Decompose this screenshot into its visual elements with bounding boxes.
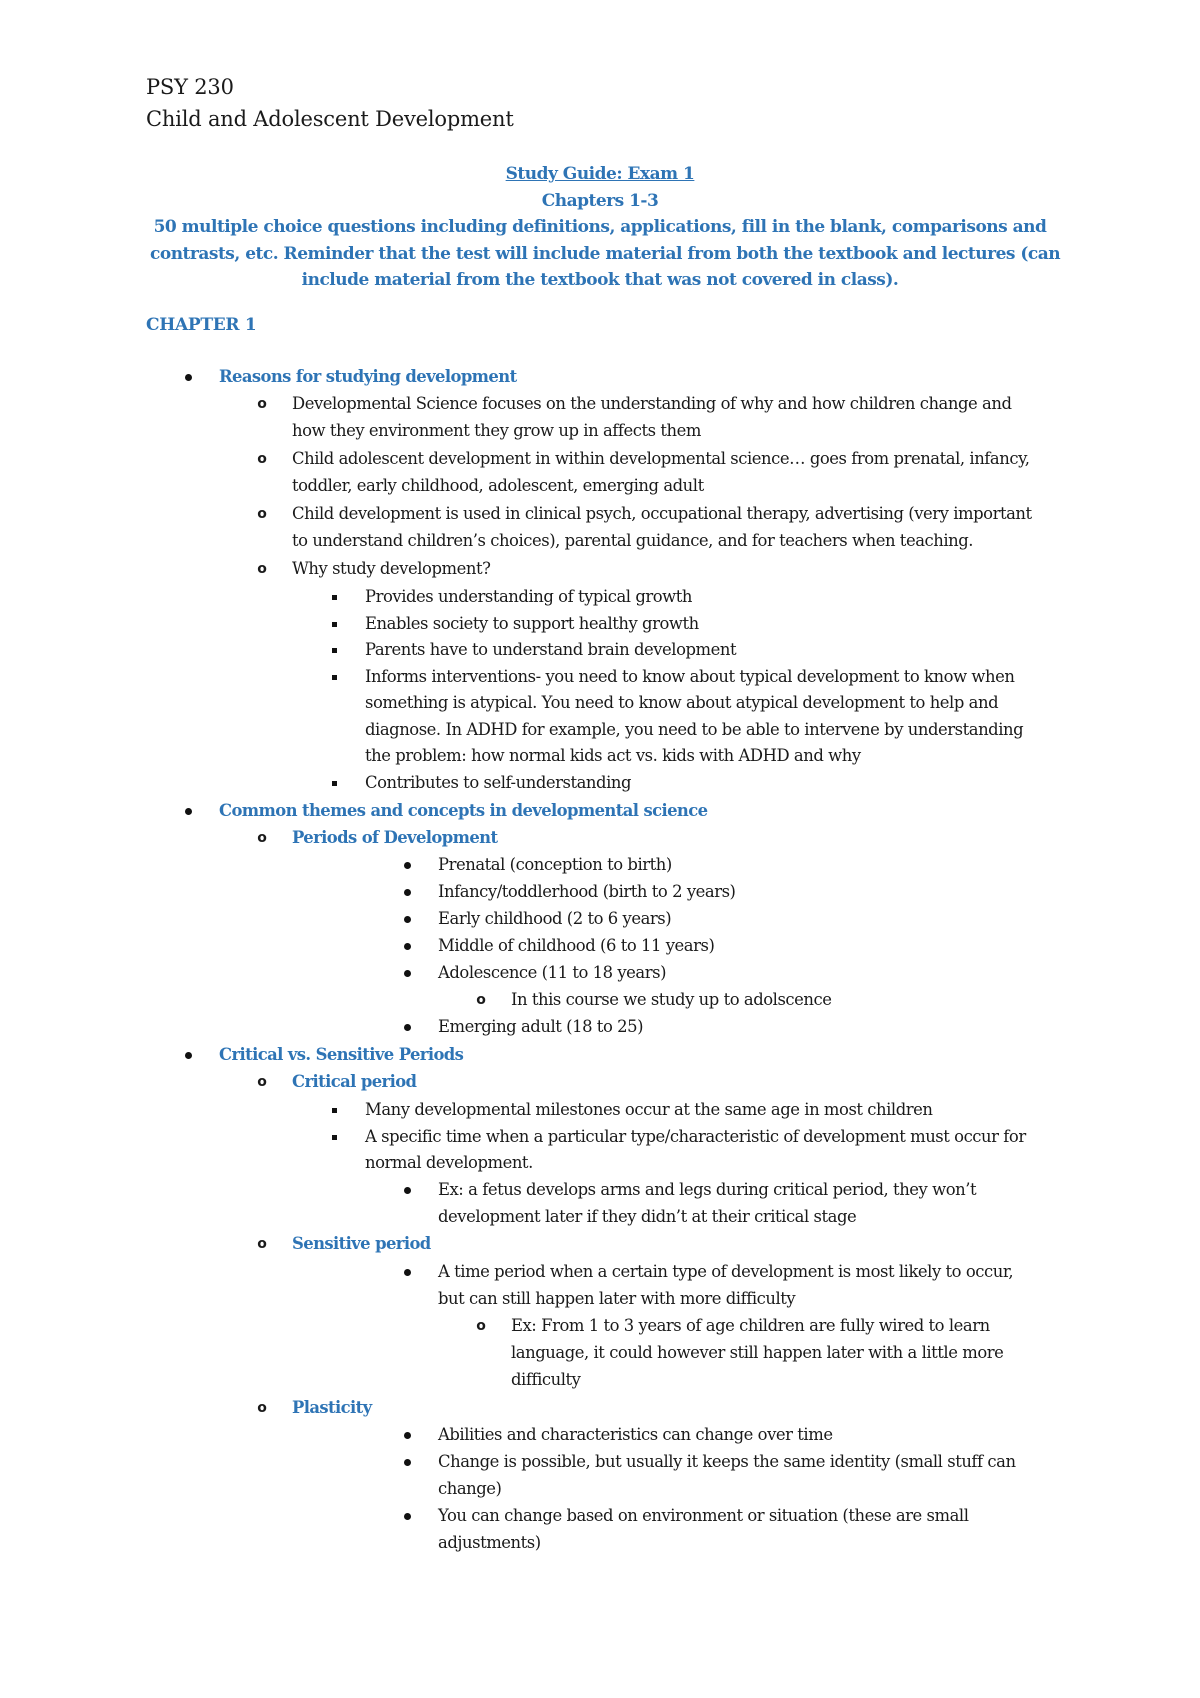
outline-item-continued: change) <box>438 1479 502 1498</box>
outline-item: Developmental Science focuses on the understanding of why and how children change and <box>292 394 1012 413</box>
outline-item-continued: language, it could however still happen later with a little more <box>511 1343 1004 1362</box>
outline-item: Many developmental milestones occur at the same age in most children <box>365 1100 933 1119</box>
guide-description-line: include material from the textbook that was not covered in class). <box>301 270 899 291</box>
course-title: Child and Adolescent Development <box>146 107 514 131</box>
outline-subheading: Plasticity <box>292 1398 372 1417</box>
outline-item-continued: but can still happen later with more difficulty <box>438 1289 796 1308</box>
outline-item: Change is possible, but usually it keeps the same identity (small stuff can <box>438 1452 1016 1471</box>
outline-item-continued: development later if they didn’t at their critical stage <box>438 1207 857 1226</box>
guide-title: Study Guide: Exam 1 <box>505 164 695 184</box>
outline-item-continued: to understand children’s choices), parental guidance, and for teachers when teaching. <box>292 531 974 550</box>
outline-item: Parents have to understand brain development <box>365 640 737 659</box>
bullet-circle-icon: o <box>257 1236 267 1252</box>
outline-item-continued: something is atypical. You need to know about atypical development to help and <box>365 693 999 712</box>
outline-heading: Reasons for studying development <box>219 367 517 386</box>
outline-item: Ex: a fetus develops arms and legs during critical period, they won’t <box>438 1180 977 1199</box>
outline-item: Infancy/toddlerhood (birth to 2 years) <box>438 882 736 901</box>
outline-item-continued: diagnose. In ADHD for example, you need to be able to intervene by understanding <box>365 720 1024 739</box>
outline-item: Child adolescent development in within developmental science… goes from prenatal, infancy, <box>292 449 1030 468</box>
outline-subheading: Periods of Development <box>292 828 498 847</box>
bullet-circle-icon: o <box>257 451 267 467</box>
outline-item: Contributes to self-understanding <box>365 773 632 792</box>
outline-item: Adolescence (11 to 18 years) <box>438 963 667 982</box>
bullet-circle-icon: o <box>257 396 267 412</box>
bullet-circle-icon: o <box>476 992 486 1008</box>
guide-description-line: contrasts, etc. Reminder that the test will include material from both the textbook and lectures (can <box>150 243 1061 264</box>
outline-item: You can change based on environment or situation (these are small <box>438 1506 969 1525</box>
bullet-circle-icon: o <box>257 830 267 846</box>
outline-heading: Critical vs. Sensitive Periods <box>219 1045 464 1064</box>
outline-item: Child development is used in clinical psych, occupational therapy, advertising (very important <box>292 504 1032 523</box>
outline-item-continued: how they environment they grow up in affects them <box>292 421 701 440</box>
outline-item: Early childhood (2 to 6 years) <box>438 909 672 928</box>
outline-item-continued: normal development. <box>365 1153 533 1172</box>
outline-item: A specific time when a particular type/characteristic of development must occur for <box>365 1127 1026 1146</box>
outline-item-continued: toddler, early childhood, adolescent, emerging adult <box>292 476 704 495</box>
chapter-heading: CHAPTER 1 <box>146 315 257 335</box>
outline-heading: Common themes and concepts in developmental science <box>219 801 708 820</box>
outline-item: Enables society to support healthy growth <box>365 614 699 633</box>
outline-item: Emerging adult (18 to 25) <box>438 1017 644 1036</box>
outline-item: Ex: From 1 to 3 years of age children are fully wired to learn <box>511 1316 990 1335</box>
guide-description-line: 50 multiple choice questions including definitions, applications, fill in the blank, comparisons and <box>153 217 1047 238</box>
bullet-circle-icon: o <box>476 1318 486 1334</box>
outline-item: Middle of childhood (6 to 11 years) <box>438 936 715 955</box>
outline-item-continued: difficulty <box>511 1370 581 1389</box>
outline-subheading: Sensitive period <box>292 1234 431 1253</box>
outline-item: In this course we study up to adolscence <box>511 990 832 1009</box>
bullet-circle-icon: o <box>257 1400 267 1416</box>
outline-item-continued: adjustments) <box>438 1533 541 1552</box>
outline-item: Abilities and characteristics can change over time <box>438 1425 833 1444</box>
bullet-circle-icon: o <box>257 1074 267 1090</box>
outline-item: A time period when a certain type of development is most likely to occur, <box>438 1262 1014 1281</box>
outline-item-continued: the problem: how normal kids act vs. kids with ADHD and why <box>365 746 861 765</box>
outline-item: Prenatal (conception to birth) <box>438 855 672 874</box>
bullet-circle-icon: o <box>257 506 267 522</box>
guide-chapters: Chapters 1-3 <box>541 190 659 211</box>
outline-item: Why study development? <box>292 559 491 578</box>
study-guide-header <box>150 161 1061 294</box>
outline-item: Informs interventions- you need to know about typical development to know when <box>365 667 1015 686</box>
bullet-circle-icon: o <box>257 561 267 577</box>
outline-subheading: Critical period <box>292 1072 417 1091</box>
course-code: PSY 230 <box>146 75 234 99</box>
outline-item: Provides understanding of typical growth <box>365 587 693 606</box>
